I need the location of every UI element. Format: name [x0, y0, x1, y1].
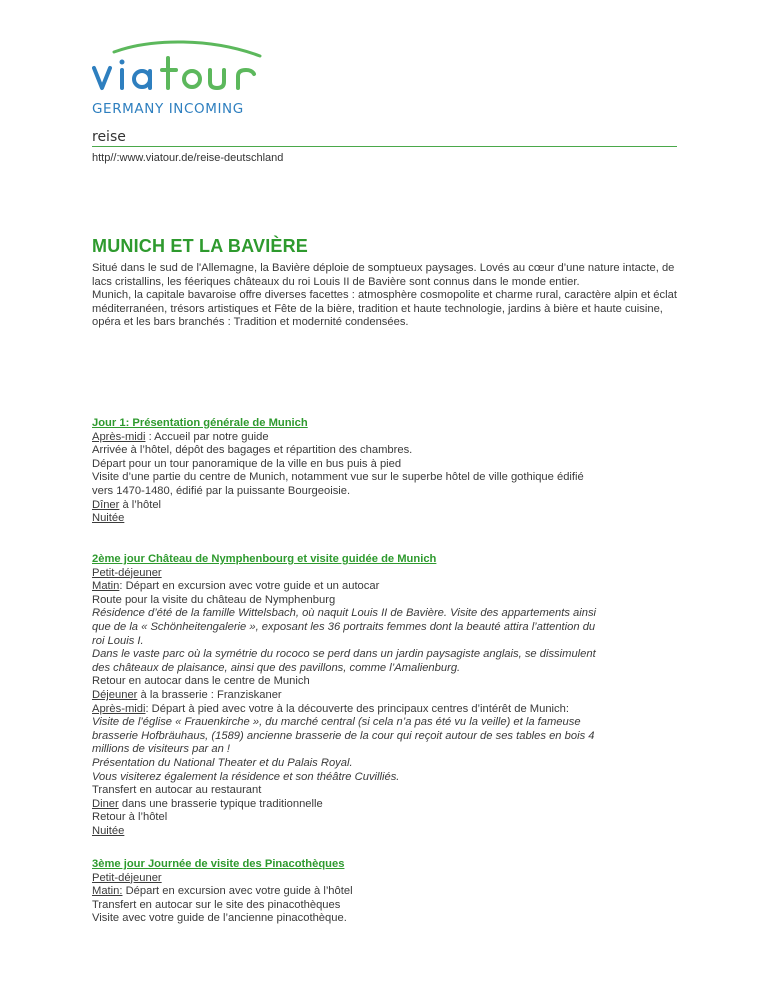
itinerary-line [92, 743, 682, 757]
itinerary-line [92, 580, 682, 594]
itinerary-text: millions de visiteurs par an ! [92, 743, 231, 756]
header-divider [92, 146, 677, 147]
itinerary-text: Départ pour un tour panoramique de la ville en bus puis à pied [92, 457, 402, 470]
itinerary-line [92, 689, 682, 703]
itinerary-text: brasserie Hofbräuhaus, (1589) ancienne brasserie de la cour qui reçoit autour de ses tables en bois 4 [92, 729, 595, 742]
itinerary-line [92, 912, 682, 926]
viatour-logo [92, 40, 264, 117]
itinerary-text: Visite avec votre guide de l’ancienne pinacothèque. [92, 912, 347, 925]
itinerary-line [92, 512, 682, 526]
itinerary-label: Nuitée [92, 824, 125, 837]
itinerary-line [92, 567, 682, 581]
itinerary-text: roi Louis I. [92, 634, 144, 647]
itinerary-text: Retour à l’hôtel [92, 811, 168, 824]
itinerary-line [92, 662, 682, 676]
itinerary-text: des châteaux de plaisance, ainsi que des pavillons, comme l’Amalienburg. [92, 661, 461, 674]
itinerary-text: : Accueil par notre guide [145, 430, 269, 443]
itinerary-text: Transfert en autocar au restaurant [92, 784, 262, 797]
itinerary-text: Présentation du National Theater et du Palais Royal. [92, 756, 353, 769]
itinerary-label: Nuitée [92, 512, 125, 525]
itinerary-label: Matin [92, 580, 120, 593]
itinerary-line [92, 730, 682, 744]
itinerary-text: Départ en excursion avec votre guide à l’hôtel [122, 885, 353, 898]
itinerary-line [92, 607, 682, 621]
page-title: MUNICH ET LA BAVIÈRE [92, 236, 309, 256]
itinerary-text: dans une brasserie typique traditionnelle [118, 797, 323, 810]
itinerary-text: : Départ à pied avec votre à la découverte des principaux centres d’intérêt de Munich: [145, 702, 569, 715]
itinerary-text: à l’hôtel [119, 498, 162, 511]
day-1-section [92, 417, 682, 526]
logo-subtitle: GERMANY INCOMING [92, 101, 244, 117]
itinerary-text: Retour en autocar dans le centre de Munich [92, 675, 310, 688]
itinerary-line [92, 784, 682, 798]
itinerary-line [92, 485, 682, 499]
itinerary-line [92, 757, 682, 771]
day-1-heading: Jour 1: Présentation générale de Munich [92, 417, 308, 429]
itinerary-line [92, 594, 682, 608]
itinerary-label: Petit-déjeuner [92, 871, 162, 884]
itinerary-line [92, 471, 682, 485]
itinerary-text: Dans le vaste parc où la symétrie du rococo se perd dans un jardin paysagiste anglais, se dissimulent [92, 648, 596, 661]
logo-wordmark-graphic [92, 40, 264, 100]
itinerary-text: que de la « Schönheitengalerie », exposant les 36 portraits femmes dont la beauté attira l’attention du [92, 620, 596, 633]
itinerary-line [92, 444, 682, 458]
itinerary-line [92, 703, 682, 717]
intro-paragraph: Situé dans le sud de l'Allemagne, la Bavière déploie de somptueux paysages. Lovés au cœur d’une nature intacte, de lacs cristallins, les féeriques châteaux du roi Louis II de Bavière sont connus dans le monde entier. [92, 262, 675, 288]
itinerary-text: Vous visiterez également la résidence et son théâtre Cuvilliés. [92, 770, 400, 783]
itinerary-line [92, 899, 682, 913]
day-3-heading: 3ème jour Journée de visite des Pinacothèques [92, 858, 345, 870]
day-3-section [92, 858, 682, 926]
itinerary-line [92, 458, 682, 472]
section-label: reise [92, 129, 126, 145]
itinerary-line [92, 885, 682, 899]
itinerary-line [92, 798, 682, 812]
day-2-section [92, 553, 682, 838]
website-url[interactable]: http//:www.viatour.de/reise-deutschland [92, 152, 284, 164]
itinerary-line [92, 648, 682, 662]
itinerary-line [92, 771, 682, 785]
itinerary-text: Transfert en autocar sur le site des pinacothèques [92, 898, 341, 911]
itinerary-label: Après-midi [92, 430, 146, 443]
itinerary-text: vers 1470-1480, édifié par la puissante Bourgeoisie. [92, 484, 351, 497]
intro-paragraph: Munich, la capitale bavaroise offre diverses facettes : atmosphère cosmopolite et charme rural, caractère alpin et éclat méditerranéen, trésors artistiques et Fête de la bière, tradition et haute technologie, jardins à bière et haute cuisine, opéra et les bars branchés : Tradition et modernité condensées. [92, 289, 677, 329]
itinerary-line [92, 499, 682, 513]
itinerary-label: Petit-déjeuner [92, 566, 162, 579]
itinerary-line [92, 675, 682, 689]
itinerary-label: Déjeuner [92, 688, 138, 701]
itinerary-label: Diner [92, 797, 119, 810]
itinerary-text: : Départ en excursion avec votre guide et un autocar [119, 580, 380, 593]
itinerary-text: Route pour la visite du château de Nymphenburg [92, 593, 336, 606]
itinerary-label: Dîner [92, 498, 120, 511]
itinerary-text: Résidence d’été de la famille Wittelsbach, où naquit Louis II de Bavière. Visite des appartements ainsi [92, 607, 597, 620]
itinerary-line [92, 431, 682, 445]
itinerary-line [92, 621, 682, 635]
intro-text [92, 262, 682, 330]
itinerary-line [92, 716, 682, 730]
itinerary-text: Arrivée à l’hôtel, dépôt des bagages et répartition des chambres. [92, 444, 413, 457]
itinerary-line [92, 825, 682, 839]
day-2-heading: 2ème jour Château de Nymphenbourg et visite guidée de Munich [92, 553, 437, 565]
itinerary-text: à la brasserie : Franziskaner [137, 688, 282, 701]
itinerary-line [92, 811, 682, 825]
itinerary-text: Visite de l’église « Frauenkirche », du marché central (si cela n’a pas été vu la veille) et la fameuse [92, 716, 581, 729]
itinerary-text: Visite d’une partie du centre de Munich, notamment vue sur le superbe hôtel de ville gothique édifié [92, 471, 584, 484]
itinerary-line [92, 635, 682, 649]
itinerary-line [92, 872, 682, 886]
itinerary-label: Après-midi [92, 702, 146, 715]
itinerary-label: Matin: [92, 885, 123, 898]
